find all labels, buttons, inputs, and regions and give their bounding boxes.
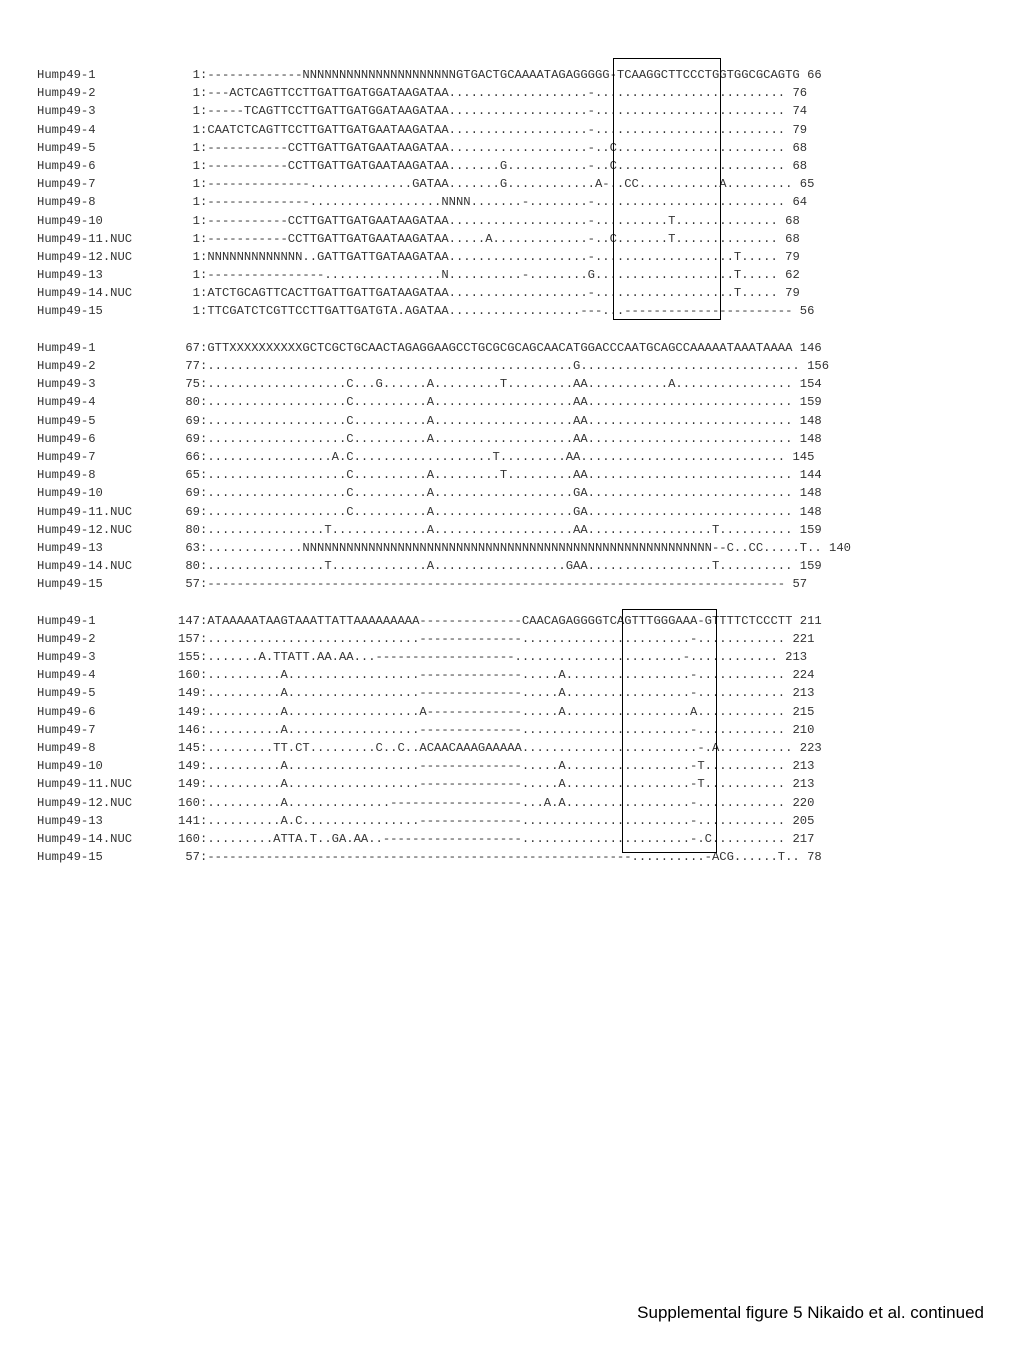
separator: : [200, 668, 208, 683]
end-position: 68 [792, 140, 808, 155]
end-position: 145 [792, 449, 815, 464]
separator: : [200, 722, 208, 737]
separator: : [200, 268, 208, 283]
start-position: 160 [178, 795, 200, 810]
alignment-row [37, 630, 851, 648]
end-position: 146 [799, 340, 822, 355]
end-position: 210 [792, 722, 815, 737]
start-position: 80 [185, 522, 200, 537]
end-position: 215 [792, 704, 815, 719]
separator: : [200, 468, 208, 483]
separator: : [200, 104, 208, 119]
sequence-residues: GTTXXXXXXXXXXGCTCGCTGCAACTAGAGGAAGCCTGCGCGCAGCAACATGGACCCAATGCAGCCAAAAATAAATAAAA [207, 340, 793, 355]
sequence-residues: -----------CCTTGATTGATGAATAAGATAA...................-..C....................... [207, 140, 786, 155]
end-position: 79 [785, 286, 800, 301]
start-position: 1 [192, 68, 200, 82]
start-position: 149 [178, 704, 200, 719]
sequence-name: Hump49-11.NUC [37, 231, 133, 246]
highlight-box-block-1 [613, 58, 721, 320]
end-position: 79 [792, 122, 808, 137]
alignment-row [37, 703, 851, 721]
alignment-row [37, 157, 851, 175]
alignment-row [37, 375, 851, 393]
sequence-residues: ATAAAAATAAGTAAATTATTAAAAAAAAA--------------CAACAGAGGGGTCAGTTTGGGAAA-GTTTTCTCCCTT [207, 613, 793, 628]
sequence-name: Hump49-1 [37, 613, 96, 628]
end-position: 78 [807, 850, 822, 865]
start-position: 67 [185, 340, 200, 355]
sequence-name: Hump49-5 [37, 140, 96, 155]
start-position: 146 [178, 722, 200, 737]
alignment-row [37, 666, 851, 684]
sequence-residues: ----------------................N..........-........G...................T..... [207, 268, 778, 283]
start-position: 149 [178, 759, 200, 774]
separator: : [200, 231, 208, 246]
start-position: 147 [178, 613, 200, 628]
sequence-name: Hump49-6 [37, 158, 96, 173]
alignment-row [37, 503, 851, 521]
separator: : [200, 486, 208, 501]
sequence-residues: .........ATTA.T..GA.AA..-------------------.......................-.C.......... [207, 831, 786, 846]
alignment-row [37, 212, 851, 230]
sequence-residues: ...................C..........A.........T.........AA............................ [207, 468, 793, 483]
alignment-row [37, 812, 851, 830]
sequence-name: Hump49-13 [37, 268, 103, 283]
sequence-name: Hump49-15 [37, 577, 103, 592]
separator: : [200, 831, 208, 846]
alignment-row [37, 575, 851, 593]
sequence-name: Hump49-1 [37, 340, 96, 355]
sequence-name: Hump49-14.NUC [37, 559, 133, 574]
start-position: 141 [178, 813, 200, 828]
start-position: 77 [185, 359, 200, 373]
alignment-row [37, 339, 851, 357]
sequence-name: Hump49-14.NUC [37, 831, 133, 846]
start-position: 65 [185, 468, 200, 483]
alignment-row [37, 66, 851, 84]
sequence-residues: ...................C...G......A.........T.........AA...........A................ [207, 377, 793, 392]
separator: : [200, 431, 208, 446]
sequence-residues: -----------CCTTGATTGATGAATAAGATAA.......G...........-..C....................... [207, 158, 786, 173]
alignment-row [37, 121, 851, 139]
separator: : [200, 650, 208, 664]
end-position: 66 [807, 68, 822, 82]
separator: : [200, 122, 208, 137]
sequence-name: Hump49-2 [37, 631, 96, 646]
end-position: 56 [799, 304, 815, 319]
sequence-name: Hump49-2 [37, 86, 96, 101]
end-position: 213 [792, 777, 815, 792]
separator: : [200, 86, 208, 101]
separator: : [200, 340, 208, 355]
sequence-residues: ..........A..................--------------.....A.................-T........... [207, 777, 786, 792]
alignment-row [37, 521, 851, 539]
separator: : [200, 850, 208, 865]
separator: : [200, 686, 208, 701]
sequence-residues: .............................--------------.......................-............ [207, 631, 786, 646]
end-position: 213 [792, 686, 815, 701]
alignment-row [37, 284, 851, 302]
start-position: 157 [178, 631, 200, 646]
sequence-name: Hump49-12.NUC [37, 522, 133, 537]
sequence-residues: ..........A..................A-------------.....A.................A............ [207, 704, 786, 719]
alignment-row [37, 84, 851, 102]
sequence-residues: ..........A..................--------------.....A.................-T........... [207, 759, 786, 774]
start-position: 1 [192, 86, 200, 101]
end-position: 148 [799, 504, 822, 519]
sequence-residues: ..........A.C................--------------.......................-............ [207, 813, 786, 828]
separator: : [200, 795, 208, 810]
sequence-residues: ..........A..............------------------...A.A.................-............ [207, 795, 786, 810]
sequence-residues: ...................C..........A...................GA............................ [207, 504, 793, 519]
alignment-row [37, 175, 851, 193]
sequence-name: Hump49-7 [37, 449, 96, 464]
alignment-row [37, 430, 851, 448]
start-position: 149 [178, 686, 200, 701]
sequence-residues: .................A.C...................T.........AA............................ [207, 449, 786, 464]
end-position: 148 [799, 486, 822, 501]
sequence-name: Hump49-1 [37, 68, 96, 82]
separator: : [200, 577, 208, 592]
sequence-name: Hump49-13 [37, 540, 103, 555]
end-position: 68 [785, 213, 800, 228]
separator: : [200, 177, 208, 192]
end-position: 211 [799, 613, 822, 628]
separator: : [200, 140, 208, 155]
sequence-residues: -----------CCTTGATTGATGAATAAGATAA.....A.............-..C.......T.............. [207, 231, 778, 246]
separator: : [200, 740, 208, 755]
start-position: 1 [192, 195, 200, 210]
sequence-name: Hump49-8 [37, 740, 96, 755]
end-position: 76 [792, 86, 808, 101]
sequence-name: Hump49-2 [37, 359, 96, 373]
separator: : [200, 213, 208, 228]
separator: : [200, 377, 208, 392]
sequence-name: Hump49-5 [37, 413, 96, 428]
separator: : [200, 249, 208, 264]
highlight-box-block-3 [622, 609, 717, 853]
start-position: 1 [192, 158, 200, 173]
start-position: 1 [192, 140, 200, 155]
sequence-name: Hump49-10 [37, 213, 103, 228]
alignment-row [37, 848, 851, 866]
start-position: 1 [192, 268, 200, 283]
start-position: 57 [185, 577, 200, 592]
end-position: 62 [785, 268, 800, 283]
alignment-row [37, 230, 851, 248]
start-position: 69 [185, 431, 200, 446]
end-position: 57 [792, 577, 808, 592]
end-position: 65 [799, 177, 815, 192]
sequence-name: Hump49-10 [37, 759, 103, 774]
sequence-name: Hump49-3 [37, 104, 96, 119]
start-position: 160 [178, 831, 200, 846]
start-position: 1 [192, 249, 200, 264]
end-position: 159 [799, 559, 822, 574]
alignment-row [37, 648, 851, 666]
sequence-name: Hump49-4 [37, 668, 96, 683]
alignment-row [37, 266, 851, 284]
end-position: 154 [799, 377, 822, 392]
alignment-row [37, 448, 851, 466]
sequence-residues: ...................C..........A...................AA............................ [207, 413, 793, 428]
alignment-row [37, 393, 851, 411]
start-position: 1 [192, 231, 200, 246]
end-position: 221 [792, 631, 815, 646]
start-position: 149 [178, 777, 200, 792]
separator: : [200, 395, 208, 410]
sequence-residues: --------------..................NNNN.......-........-.......................... [207, 195, 786, 210]
end-position: 68 [785, 231, 800, 246]
sequence-residues: ------------------------------------------------------------------------------- [207, 577, 786, 592]
sequence-residues: ..........A..................--------------.......................-............ [207, 722, 786, 737]
separator: : [200, 304, 208, 319]
sequence-residues: ..........A..................--------------.....A.................-............ [207, 686, 786, 701]
sequence-residues: ................T.............A..................GAA.................T.......... [207, 559, 793, 574]
alignment-row [37, 102, 851, 120]
alignment-row [37, 302, 851, 320]
sequence-name: Hump49-8 [37, 195, 96, 210]
start-position: 1 [192, 213, 200, 228]
sequence-residues: ...................C..........A...................AA............................ [207, 431, 793, 446]
sequence-residues: TTCGATCTCGTTCCTTGATTGATGTA.AGATAA..................---...----------------------- [207, 304, 793, 319]
sequence-residues: -----TCAGTTCCTTGATTGATGGATAAGATAA...................-.......................... [207, 104, 786, 119]
separator: : [200, 504, 208, 519]
start-position: 80 [185, 559, 200, 574]
start-position: 63 [185, 540, 200, 555]
start-position: 1 [192, 286, 200, 301]
sequence-name: Hump49-4 [37, 122, 96, 137]
separator: : [200, 286, 208, 301]
end-position: 223 [799, 740, 822, 755]
alignment-row [37, 757, 851, 775]
separator: : [200, 195, 208, 210]
end-position: 159 [799, 522, 822, 537]
alignment-row [37, 794, 851, 812]
start-position: 69 [185, 504, 200, 519]
end-position: 213 [785, 650, 808, 664]
sequence-name: Hump49-10 [37, 486, 103, 501]
start-position: 160 [178, 668, 200, 683]
alignment-row [37, 412, 851, 430]
sequence-residues: --------------..............GATAA.......G............A-..CC...........A......... [207, 177, 793, 192]
alignment-row [37, 684, 851, 702]
sequence-name: Hump49-6 [37, 431, 96, 446]
sequence-name: Hump49-13 [37, 813, 103, 828]
start-position: 1 [192, 122, 200, 137]
start-position: 1 [192, 304, 200, 319]
sequence-name: Hump49-14.NUC [37, 286, 133, 301]
sequence-residues: ---ACTCAGTTCCTTGATTGATGGATAAGATAA...................-.......................... [207, 86, 786, 101]
separator: : [200, 613, 208, 628]
end-position: 213 [792, 759, 815, 774]
sequence-name: Hump49-4 [37, 395, 96, 410]
sequence-residues: -------------NNNNNNNNNNNNNNNNNNNNNGTGACTGCAAAATAGAGGGGG-TCAAGGCTTCCCTGGTGGCGCAGTG [207, 68, 800, 82]
sequence-name: Hump49-12.NUC [37, 795, 133, 810]
start-position: 69 [185, 486, 200, 501]
end-position: 217 [792, 831, 815, 846]
alignment-block [37, 339, 851, 594]
alignment-row [37, 775, 851, 793]
sequence-name: Hump49-5 [37, 686, 96, 701]
alignment-row [37, 721, 851, 739]
separator: : [200, 540, 208, 555]
end-position: 224 [792, 668, 815, 683]
separator: : [200, 559, 208, 574]
alignment-block [37, 612, 851, 867]
sequence-alignment [37, 66, 851, 884]
sequence-name: Hump49-15 [37, 304, 103, 319]
sequence-residues: ................T.............A...................AA.................T.......... [207, 522, 793, 537]
end-position: 64 [792, 195, 808, 210]
end-position: 205 [792, 813, 815, 828]
alignment-row [37, 466, 851, 484]
sequence-residues: ATCTGCAGTTCACTTGATTGATTGATAAGATAA...................-...................T..... [207, 286, 778, 301]
start-position: 75 [185, 377, 200, 392]
end-position: 79 [785, 249, 800, 264]
end-position: 220 [792, 795, 815, 810]
end-position: 140 [829, 540, 851, 555]
sequence-name: Hump49-15 [37, 850, 103, 865]
alignment-row [37, 612, 851, 630]
end-position: 74 [792, 104, 808, 119]
sequence-residues: .........TT.CT.........C..C..ACAACAAAGAAAAA........................-.A.......... [207, 740, 793, 755]
alignment-row [37, 557, 851, 575]
sequence-residues: ...................C..........A...................AA............................ [207, 395, 793, 410]
alignment-row [37, 539, 851, 557]
sequence-name: Hump49-3 [37, 377, 96, 392]
sequence-residues: -----------CCTTGATTGATGAATAAGATAA...................-..........T.............. [207, 213, 778, 228]
separator: : [200, 68, 208, 82]
sequence-residues: ...................C..........A...................GA............................ [207, 486, 793, 501]
sequence-name: Hump49-3 [37, 650, 96, 664]
sequence-residues: CAATCTCAGTTCCTTGATTGATGAATAAGATAA...................-.......................... [207, 122, 786, 137]
sequence-name: Hump49-11.NUC [37, 777, 133, 792]
sequence-name: Hump49-8 [37, 468, 96, 483]
alignment-row [37, 248, 851, 266]
end-position: 144 [799, 468, 822, 483]
sequence-name: Hump49-12.NUC [37, 249, 133, 264]
alignment-row [37, 739, 851, 757]
alignment-row [37, 357, 851, 375]
separator: : [200, 449, 208, 464]
start-position: 57 [185, 850, 200, 865]
sequence-name: Hump49-11.NUC [37, 504, 133, 519]
sequence-name: Hump49-6 [37, 704, 96, 719]
start-position: 145 [178, 740, 200, 755]
sequence-name: Hump49-7 [37, 177, 96, 192]
alignment-row [37, 139, 851, 157]
start-position: 1 [192, 177, 200, 192]
figure-caption: Supplemental figure 5 Nikaido et al. continued [637, 1303, 984, 1322]
separator: : [200, 777, 208, 792]
start-position: 155 [178, 650, 200, 664]
separator: : [200, 158, 208, 173]
start-position: 80 [185, 395, 200, 410]
start-position: 66 [185, 449, 200, 464]
end-position: 148 [799, 431, 822, 446]
alignment-block [37, 66, 851, 321]
separator: : [200, 631, 208, 646]
end-position: 148 [799, 413, 822, 428]
sequence-name: Hump49-7 [37, 722, 96, 737]
end-position: 156 [807, 359, 830, 373]
separator: : [200, 759, 208, 774]
sequence-residues: .......A.TTATT.AA.AA...-------------------.......................-............ [207, 650, 778, 664]
separator: : [200, 359, 208, 373]
alignment-row [37, 484, 851, 502]
sequence-residues: NNNNNNNNNNNNN..GATTGATTGATAAGATAA...................-...................T..... [207, 249, 778, 264]
end-position: 159 [799, 395, 822, 410]
end-position: 68 [792, 158, 808, 173]
separator: : [200, 522, 208, 537]
sequence-residues: ----------------------------------------------------------..........-ACG......T.. [207, 850, 800, 865]
sequence-residues: ..........A..................--------------.....A.................-............ [207, 668, 786, 683]
alignment-row [37, 193, 851, 211]
start-position: 69 [185, 413, 200, 428]
alignment-row [37, 830, 851, 848]
start-position: 1 [192, 104, 200, 119]
separator: : [200, 704, 208, 719]
sequence-residues: .............NNNNNNNNNNNNNNNNNNNNNNNNNNNNNNNNNNNNNNNNNNNNNNNNNNNNNNNN--C..CC.....T.. [207, 540, 822, 555]
separator: : [200, 413, 208, 428]
separator: : [200, 813, 208, 828]
sequence-residues: ..................................................G.............................. [207, 359, 800, 373]
